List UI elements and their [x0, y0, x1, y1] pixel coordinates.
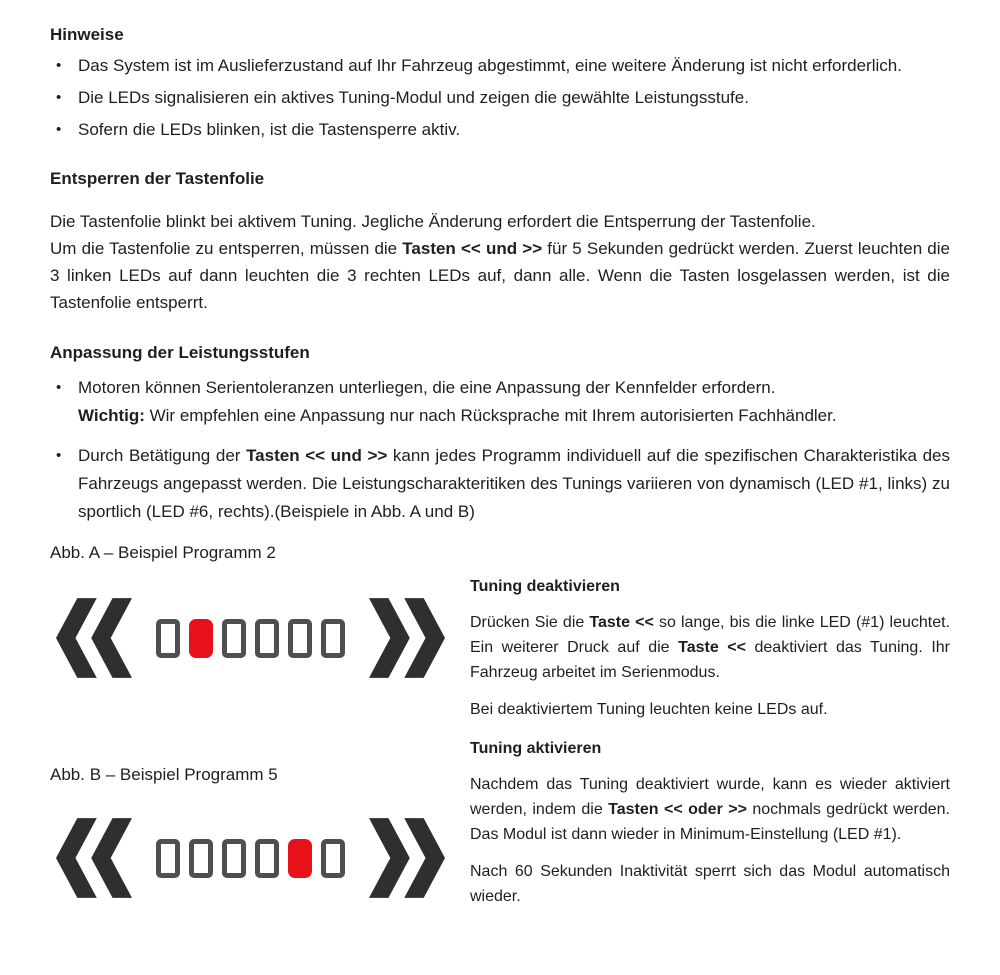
led-3-off [222, 619, 246, 658]
bold-key-text: Taste << [589, 614, 654, 631]
paragraph-text: Motoren können Serientoleranzen unterliegen, die eine Anpassung der Kennfelder erfordern. [78, 378, 776, 397]
paragraph-text: Durch Betätigung der [78, 446, 247, 465]
paragraph-line: Die Tastenfolie blinkt bei aktivem Tuning. Jegliche Änderung erfordert die Entsperrung der Tastenfolie. [50, 212, 816, 231]
section-title-anpassung: Anpassung der Leistungsstufen [50, 343, 310, 362]
bold-keys-text: Tasten << und >> [246, 446, 388, 465]
double-chevron-left-icon [56, 818, 132, 898]
paragraph-text: deaktiviert das Tuning. Ihr Fahrzeug arbeitet im Serienmodus. [470, 639, 950, 681]
list-item [50, 52, 950, 80]
list-item [50, 374, 950, 430]
bullet-marker: • [56, 447, 62, 464]
double-chevron-right-icon [369, 818, 445, 898]
section-title-hinweise: Hinweise [50, 25, 124, 44]
led-6-off [321, 619, 345, 658]
entsperren-paragraph [50, 208, 950, 316]
led-row [156, 619, 345, 658]
figure-a-led-display [56, 598, 470, 678]
activate-paragraph [470, 772, 950, 847]
figure-a-caption: Abb. A – Beispiel Programm 2 [50, 543, 276, 562]
paragraph-text: Wir empfehlen eine Anpassung nur nach Rücksprache mit Ihrem autorisierten Fachhändler. [144, 406, 837, 425]
figure-b-led-display [56, 818, 470, 898]
bullet-marker: • [56, 121, 62, 138]
led-3-off [222, 839, 246, 878]
double-chevron-right-icon [369, 598, 445, 678]
bullet-marker: • [56, 379, 62, 396]
wichtig-label: Wichtig: [78, 406, 145, 425]
paragraph-text: Um die Tastenfolie zu entsperren, müssen die [50, 239, 403, 258]
bullet-text [78, 374, 950, 430]
bullet-marker: • [56, 89, 62, 106]
paragraph-text: Nachdem das Tuning deaktiviert wurde, kann es wieder aktiviert werden, indem die [470, 776, 950, 818]
activate-note: Nach 60 Sekunden Inaktivität sperrt sich das Modul automatisch wieder. [470, 863, 950, 905]
bullet-text: Die LEDs signalisieren ein aktives Tuning-Modul und zeigen die gewählte Leistungsstufe. [78, 88, 749, 107]
double-chevron-left-icon [56, 598, 132, 678]
led-4-off [255, 839, 279, 878]
list-item [50, 116, 950, 144]
deactivate-paragraph [470, 610, 950, 685]
list-item [50, 442, 950, 526]
figures-and-instructions [50, 542, 950, 909]
led-5-on [288, 839, 312, 878]
list-item [50, 84, 950, 112]
section-title-entsperren: Entsperren der Tastenfolie [50, 169, 265, 188]
led-2-on [189, 619, 213, 658]
hinweise-bullet-list [50, 52, 950, 144]
deactivate-note: Bei deaktiviertem Tuning leuchten keine LEDs auf. [470, 701, 828, 718]
led-2-off [189, 839, 213, 878]
bullet-marker: • [56, 57, 62, 74]
led-1-off [156, 619, 180, 658]
paragraph-text: Drücken Sie die [470, 614, 590, 631]
anpassung-bullet-list [50, 374, 950, 526]
led-6-off [321, 839, 345, 878]
tuning-aktivieren-title: Tuning aktivieren [470, 740, 602, 757]
led-1-off [156, 839, 180, 878]
led-row [156, 839, 345, 878]
paragraph-text: für 5 Sekunden gedrückt werden. Zuerst leuchten die 3 linken LEDs auf dann leuchten die 3 rechten LEDs auf, dann alle. Wenn die Tasten losgelassen werden, ist die Tastenfolie entsperrt. [50, 239, 950, 312]
led-5-off [288, 619, 312, 658]
paragraph-text: kann jedes Programm individuell auf die spezifischen Charakteristika des Fahrzeugs angepasst werden. Die Leistungscharakteritiken des Tunings variieren von dynamisch (LED #1, links) zu sportlich (LED #6, rechts).(Beispiele in Abb. A und B) [78, 446, 950, 521]
bold-keys-text: Tasten << oder >> [608, 801, 747, 818]
bold-key-text: Taste << [678, 639, 746, 656]
bullet-text: Sofern die LEDs blinken, ist die Tastensperre aktiv. [78, 120, 461, 139]
figures-column [50, 542, 470, 909]
instructions-column [470, 542, 950, 909]
bold-keys-text: Tasten << und >> [402, 239, 543, 258]
tuning-deaktivieren-title: Tuning deaktivieren [470, 578, 620, 595]
paragraph-text: nochmals gedrückt werden. Das Modul ist dann wieder in Minimum-Einstellung (LED #1). [470, 801, 951, 843]
bullet-text: Das System ist im Auslieferzustand auf Ihr Fahrzeug abgestimmt, eine weitere Änderung ist nicht erforderlich. [78, 56, 902, 75]
paragraph-text: so lange, bis die linke LED (#1) leuchtet. Ein weiterer Druck auf die [470, 614, 951, 656]
figure-b-caption: Abb. B – Beispiel Programm 5 [50, 765, 278, 784]
bullet-text [78, 442, 950, 526]
led-4-off [255, 619, 279, 658]
